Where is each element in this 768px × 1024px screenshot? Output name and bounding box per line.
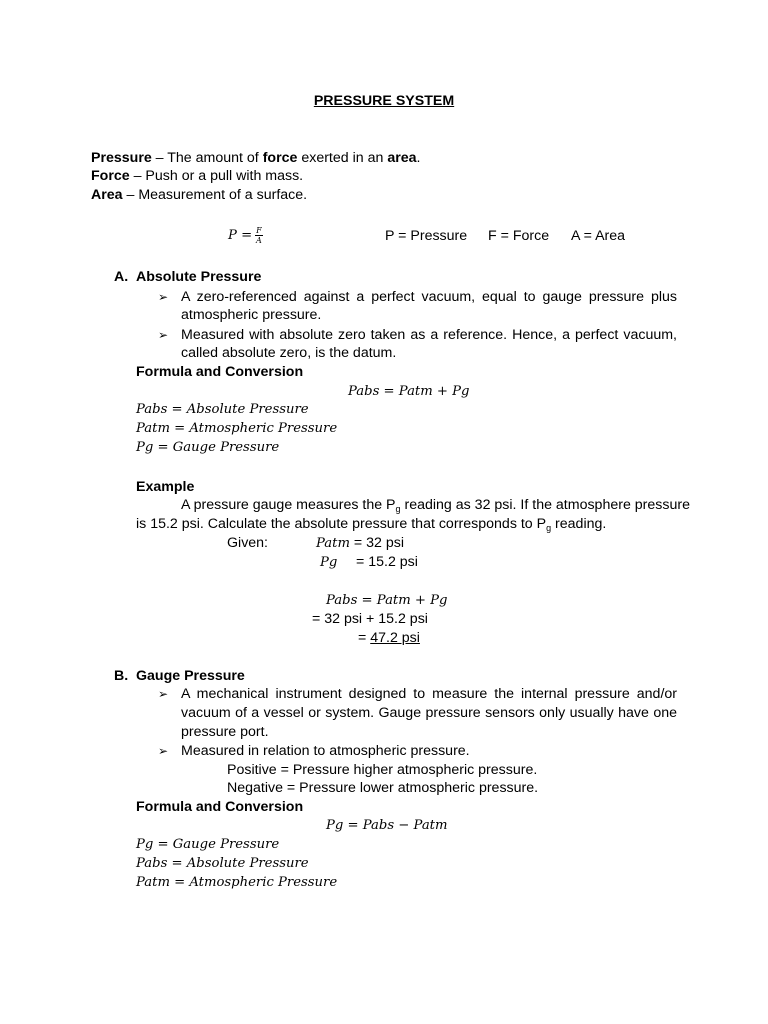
main-formula bbox=[228, 226, 263, 245]
section-b-bullet1-line1: A mechanical instrument designed to measure the internal pressure and/or bbox=[181, 686, 677, 702]
solution-step: = 32 psi + 15.2 psi bbox=[312, 611, 428, 627]
main-formula-fraction bbox=[255, 226, 263, 245]
definition-area bbox=[91, 186, 307, 204]
given-pg bbox=[320, 553, 337, 572]
section-b-formula: Pg = Pabs − Patm bbox=[326, 818, 448, 833]
section-b-bullet1-line2: vacuum of a vessel or system. Gauge pressure sensors only usually have one bbox=[181, 705, 677, 721]
pressure-area-word: area bbox=[387, 150, 417, 166]
solution-equals: = bbox=[358, 630, 371, 646]
section-a-formula-heading: Formula and Conversion bbox=[136, 364, 304, 380]
pressure-term: Pressure bbox=[91, 150, 152, 166]
pressure-text-c: . bbox=[416, 150, 421, 166]
section-b-def-pg: Pg = Gauge Pressure bbox=[136, 837, 280, 852]
example-subscript-g: g bbox=[546, 523, 552, 533]
section-a-bullet1-line2: atmospheric pressure. bbox=[181, 307, 322, 323]
example-line2-b: reading. bbox=[551, 516, 607, 532]
pressure-force-word: force bbox=[262, 150, 298, 166]
area-term: Area bbox=[91, 187, 123, 203]
example-subscript-g: g bbox=[395, 504, 401, 514]
definition-pressure bbox=[91, 149, 420, 167]
section-a-marker: A. bbox=[114, 269, 129, 285]
solution-formula: Pabs = Patm + Pg bbox=[326, 593, 448, 608]
section-a-bullet1-line1: A zero-referenced against a perfect vacuum, equal to gauge pressure plus bbox=[181, 289, 677, 305]
example-heading: Example bbox=[136, 479, 195, 495]
section-b-formula-heading: Formula and Conversion bbox=[136, 799, 304, 815]
definition-force bbox=[91, 167, 303, 185]
pressure-text-a: – The amount of bbox=[151, 150, 263, 166]
title-text: PRESSURE SYSTEM bbox=[313, 93, 455, 109]
given-patm-var: Patm bbox=[316, 536, 350, 551]
section-b-def-patm: Patm = Atmospheric Pressure bbox=[136, 875, 338, 890]
section-a-bullet2-line1: Measured with absolute zero taken as a reference. Hence, a perfect vacuum, bbox=[181, 327, 677, 343]
given-pg-value: = 15.2 psi bbox=[356, 554, 418, 570]
section-b-heading: Gauge Pressure bbox=[136, 668, 245, 684]
solution-answer: 47.2 psi bbox=[370, 630, 420, 646]
fraction-numerator: F bbox=[256, 226, 262, 235]
pressure-text-b: exerted in an bbox=[297, 150, 388, 166]
section-b-def-pabs: Pabs = Absolute Pressure bbox=[136, 856, 309, 871]
example-line1-b: reading as 32 psi. If the atmosphere pressure bbox=[400, 497, 690, 513]
example-line1-a: A pressure gauge measures the P bbox=[181, 497, 396, 513]
section-a-formula: Pabs = Patm + Pg bbox=[348, 384, 470, 399]
arrow-bullet-icon: ➢ bbox=[158, 290, 169, 304]
legend-pressure: P = Pressure bbox=[385, 228, 468, 244]
section-b-bullet1-line3: pressure port. bbox=[181, 724, 269, 740]
legend-area: A = Area bbox=[571, 228, 626, 244]
solution-result bbox=[358, 629, 420, 647]
section-b-positive: Positive = Pressure higher atmospheric pressure. bbox=[227, 762, 538, 778]
section-a-heading: Absolute Pressure bbox=[136, 269, 262, 285]
arrow-bullet-icon: ➢ bbox=[158, 328, 169, 342]
section-a-def-patm: Patm = Atmospheric Pressure bbox=[136, 421, 338, 436]
section-a-def-pabs: Pabs = Absolute Pressure bbox=[136, 402, 309, 417]
given-pg-var: Pg bbox=[320, 555, 338, 570]
fraction-denominator: A bbox=[256, 236, 262, 245]
given-label: Given: bbox=[227, 535, 269, 551]
example-line2-a: is 15.2 psi. Calculate the absolute pressure that corresponds to P bbox=[136, 516, 547, 532]
example-line1 bbox=[181, 496, 690, 514]
area-text: – Measurement of a surface. bbox=[122, 187, 308, 203]
given-patm bbox=[316, 534, 404, 553]
section-a-bullet2-line2: called absolute zero, is the datum. bbox=[181, 345, 397, 361]
force-text: – Push or a pull with mass. bbox=[129, 168, 304, 184]
force-term: Force bbox=[91, 168, 130, 184]
section-b-marker: B. bbox=[114, 668, 129, 684]
section-b-negative: Negative = Pressure lower atmospheric pressure. bbox=[227, 780, 539, 796]
arrow-bullet-icon: ➢ bbox=[158, 687, 169, 701]
main-formula-lhs: P = bbox=[228, 228, 253, 243]
section-a-def-pg: Pg = Gauge Pressure bbox=[136, 440, 280, 455]
given-patm-value: = 32 psi bbox=[349, 535, 404, 551]
example-line2 bbox=[136, 515, 606, 533]
section-b-bullet2-line1: Measured in relation to atmospheric pressure. bbox=[181, 743, 470, 759]
arrow-bullet-icon: ➢ bbox=[158, 744, 169, 758]
page-title bbox=[0, 92, 768, 110]
legend-force: F = Force bbox=[488, 228, 550, 244]
